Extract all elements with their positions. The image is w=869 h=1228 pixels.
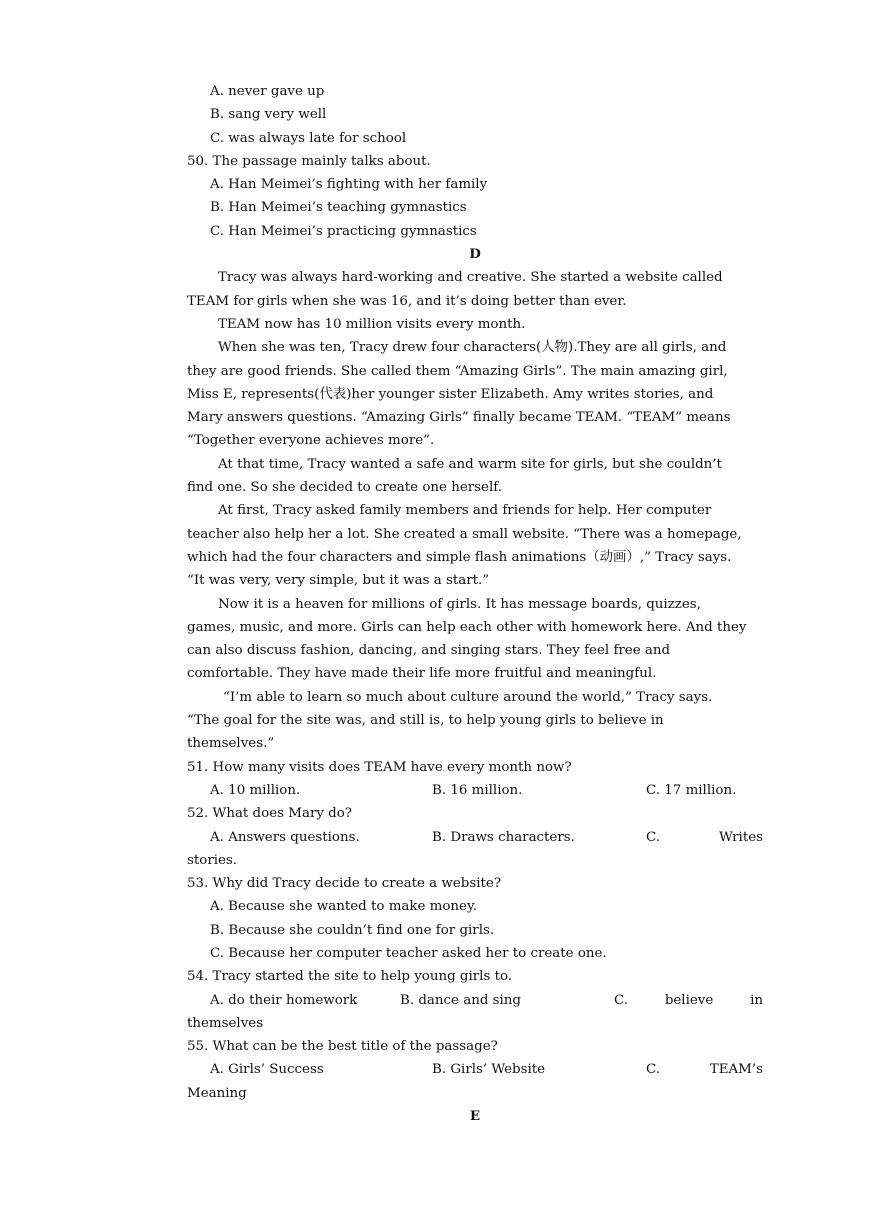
- question-54-options: [187, 989, 763, 1012]
- question-50-option-c: C. Han Meimei’s practicing gymnastics: [210, 223, 477, 239]
- passage-line: Now it is a heaven for millions of girls. It has message boards, quizzes,: [218, 596, 701, 612]
- passage-line: TEAM now has 10 million visits every month.: [218, 316, 526, 332]
- passage-line: “It was very, very simple, but it was a start.”: [187, 573, 490, 589]
- question-50-option-a: A. Han Meimei’s fighting with her family: [210, 177, 488, 193]
- passage-line: “I’m able to learn so much about culture around the world,” Tracy says.: [223, 689, 713, 705]
- question-53-option-c: C. Because her computer teacher asked her to create one.: [210, 945, 607, 961]
- passage-line: themselves.”: [187, 736, 275, 752]
- passage-line: At that time, Tracy wanted a safe and warm site for girls, but she couldn’t: [218, 456, 722, 472]
- passage-line: comfortable. They have made their life more fruitful and meaningful.: [187, 666, 657, 682]
- passage-line: find one. So she decided to create one herself.: [187, 480, 502, 496]
- option-b: B. sang very well: [210, 107, 327, 123]
- passage-line: games, music, and more. Girls can help each other with homework here. And they: [187, 619, 747, 635]
- question-52-option-c-wrap: stories.: [187, 852, 238, 868]
- passage-line: “Together everyone achieves more”.: [187, 433, 435, 449]
- question-55-option-a: A. Girls’ Success: [210, 1062, 324, 1078]
- question-50-option-b: B. Han Meimei’s teaching gymnastics: [210, 200, 467, 216]
- question-54-stem: 54. Tracy started the site to help young girls to.: [187, 969, 513, 985]
- question-51-stem: 51. How many visits does TEAM have every month now?: [187, 759, 572, 775]
- question-51-options: [187, 779, 763, 802]
- passage-line: can also discuss fashion, dancing, and singing stars. They feel free and: [187, 643, 671, 659]
- question-51-option-b: B. 16 million.: [432, 782, 523, 798]
- question-54-option-c-wrap: themselves: [187, 1015, 264, 1031]
- question-53-option-a: A. Because she wanted to make money.: [210, 899, 478, 915]
- passage-line: they are good friends. She called them “Amazing Girls”. The main amazing girl,: [187, 363, 728, 379]
- question-51-option-c: C. 17 million.: [646, 782, 737, 798]
- option-a: A. never gave up: [210, 84, 325, 99]
- passage-line: At first, Tracy asked family members and friends for help. Her computer: [218, 503, 712, 519]
- question-52-option-a: A. Answers questions.: [210, 829, 360, 845]
- question-53-stem: 53. Why did Tracy decide to create a website?: [187, 876, 502, 892]
- passage-line: teacher also help her a lot. She created a small website. “There was a homepage,: [187, 526, 742, 542]
- question-55-stem: 55. What can be the best title of the passage?: [187, 1039, 498, 1055]
- question-50-stem: 50. The passage mainly talks about.: [187, 153, 431, 169]
- question-54-option-b: B. dance and sing: [400, 992, 521, 1008]
- question-55-option-b: B. Girls’ Website: [432, 1062, 546, 1078]
- passage-line: Mary answers questions. “Amazing Girls” finally became TEAM. “TEAM” means: [187, 410, 731, 426]
- option-c: C. was always late for school: [210, 130, 407, 146]
- passage-line: Tracy was always hard-working and creative. She started a website called: [218, 270, 723, 286]
- question-55-option-c-wrap: Meaning: [187, 1085, 247, 1101]
- section-heading-d: D: [469, 246, 481, 263]
- passage-line: TEAM for girls when she was 16, and it’s doing better than ever.: [187, 293, 627, 309]
- passage-line: Miss E, represents(代表)her younger sister Elizabeth. Amy writes stories, and: [187, 386, 714, 402]
- question-55-option-c: C. TEAM’s: [646, 1062, 763, 1078]
- question-55-options: [187, 1058, 763, 1081]
- question-51-option-a: A. 10 million.: [210, 782, 301, 798]
- section-heading-e: E: [469, 1108, 481, 1125]
- question-54-option-c: C. believe in: [614, 992, 763, 1008]
- question-52-stem: 52. What does Mary do?: [187, 806, 352, 822]
- question-52-option-c: C. Writes: [646, 829, 763, 845]
- question-54-option-a: A. do their homework: [210, 992, 358, 1008]
- question-52-options: [187, 826, 763, 849]
- passage-line: “The goal for the site was, and still is, to help young girls to believe in: [187, 713, 664, 729]
- passage-line: which had the four characters and simple flash animations（动画）,” Tracy says.: [187, 549, 732, 565]
- passage-line: When she was ten, Tracy drew four characters(人物).They are all girls, and: [218, 340, 727, 356]
- document-page: [187, 80, 763, 1128]
- question-52-option-b: B. Draws characters.: [432, 829, 575, 845]
- question-53-option-b: B. Because she couldn’t find one for girls.: [210, 922, 495, 938]
